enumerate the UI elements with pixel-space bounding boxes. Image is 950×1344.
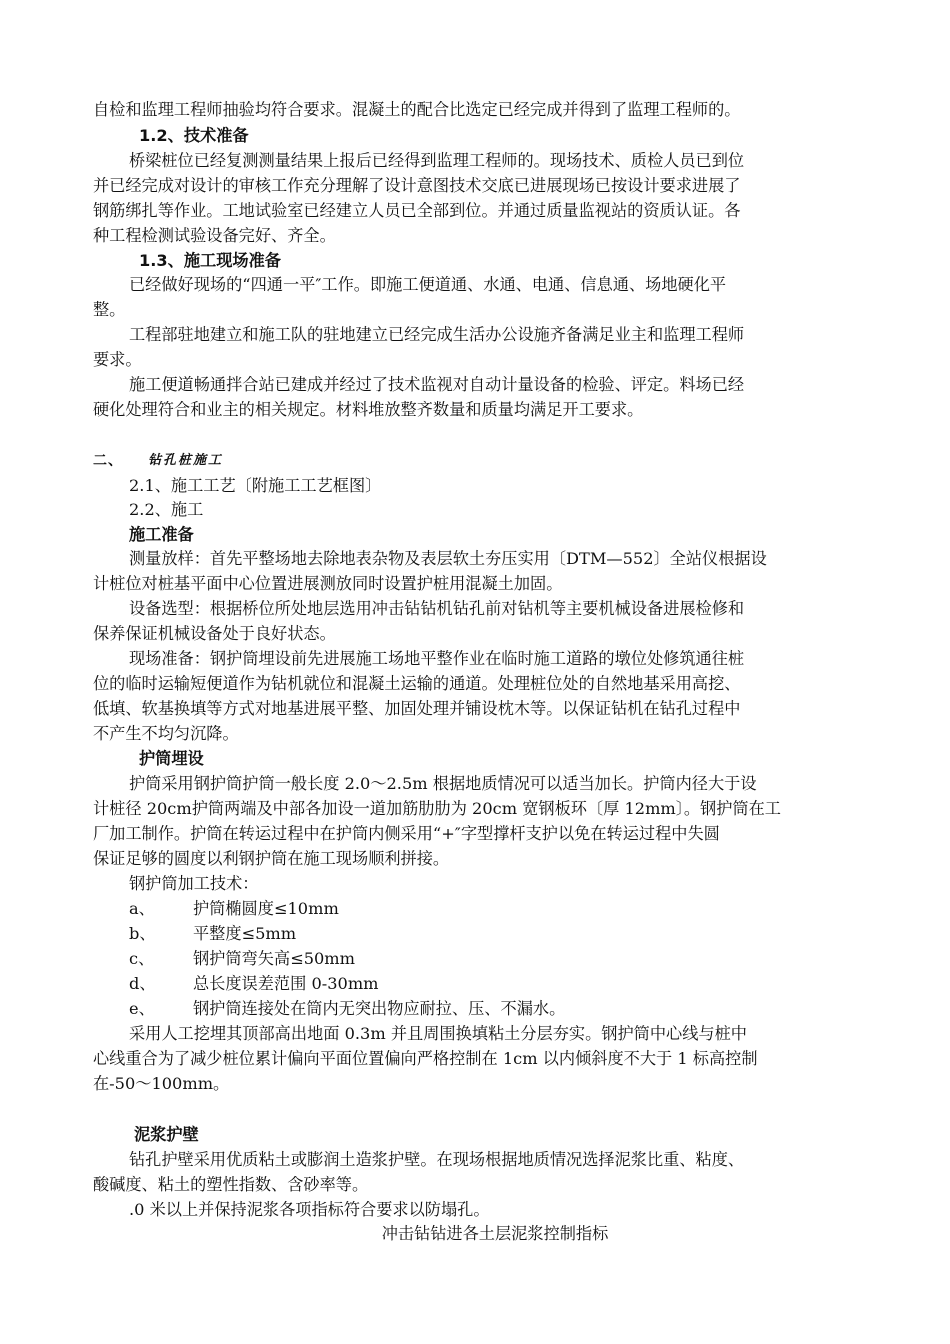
body-line: 并已经完成对设计的审核工作充分理解了设计意图技术交底已进展现场已按设计要求进展了 [93,176,741,195]
chapter-number: 二、 [93,453,123,469]
list-item: 钢护筒弯矢高≤50mm [193,949,355,968]
body-line: 心线重合为了减少桩位累计偏向平面位置偏向严格控制在 1cm 以内倾斜度不大于 1 标高控制 [93,1049,758,1068]
body-line: 保养保证机械设备处于良好状态。 [93,624,336,643]
subheading: 护筒埋设 [139,749,204,768]
body-line: 厂加工制作。护筒在转运过程中在护筒内侧采用“+″字型撑杆支护以免在转运过程中失圆 [93,824,720,843]
body-line: 现场准备：钢护筒埋设前先进展施工场地平整作业在临时施工道路的墩位处修筑通往桩 [129,649,745,668]
body-line: 测量放样：首先平整场地去除地表杂物及表层软土夯压实用〔DTM—552〕全站仪根据设 [129,549,767,568]
body-line: 采用人工挖埋其顶部高出地面 0.3m 并且周围换填粘土分层夯实。钢护筒中心线与桩中 [129,1024,747,1043]
table-caption: 冲击钻钻进各土层泥浆控制指标 [381,1224,609,1243]
chapter-title: 钻孔桩施工 [148,453,224,468]
body-line: 桥梁桩位已经复测测量结果上报后已经得到监理工程师的。现场技术、质检人员已到位 [129,151,745,170]
body-line: 整。 [93,300,126,319]
body-line: 设备选型：根据桥位所处地层选用冲击钻钻机钻孔前对钻机等主要机械设备进展检修和 [129,599,745,618]
body-line: 钻孔护壁采用优质粘土或膨润土造浆护壁。在现场根据地质情况选择泥浆比重、粘度、 [129,1150,745,1169]
body-line: 计桩位对桩基平面中心位置进展测放同时设置护桩用混凝土加固。 [93,574,563,593]
body-line: 保证足够的圆度以利钢护筒在施工现场顺利拼接。 [93,849,450,868]
body-line: 已经做好现场的“四通一平″工作。即施工便道通、水通、电通、信息通、场地硬化平 [129,275,727,294]
body-line: 在-50～100mm。 [93,1074,230,1093]
body-line: 自检和监理工程师抽验均符合要求。混凝土的配合比选定已经完成并得到了监理工程师的。 [93,100,741,119]
body-line: 不产生不均匀沉降。 [93,724,239,743]
body-line: 酸碱度、粘土的塑性指数、含砂率等。 [93,1175,369,1194]
body-line: 位的临时运输短便道作为钻机就位和混凝土运输的通道。处理桩位处的自然地基采用高挖、 [93,674,741,693]
body-line: 计桩径 20cm护筒两端及中部各加设一道加筋肋肋为 20cm 宽钢板环〔厚 12mm〕。钢护筒在工 [93,799,781,818]
body-line: 钢护筒加工技术： [129,874,259,893]
list-item: 总长度误差范围 0-30mm [193,974,379,993]
body-line: 低填、软基换填等方式对地基进展平整、加固处理并铺设枕木等。以保证钻机在钻孔过程中 [93,699,741,718]
subheading: 施工准备 [129,525,194,544]
body-line: 要求。 [93,350,142,369]
list-marker: a、 [129,899,155,918]
list-item: 钢护筒连接处在筒内无突出物应耐拉、压、不漏水。 [193,999,566,1018]
body-line: 工程部驻地建立和施工队的驻地建立已经完成生活办公设施齐备满足业主和监理工程师 [129,325,745,344]
subsection-line: 2.1、施工工艺〔附施工工艺框图〕 [129,476,382,495]
list-marker: d、 [129,974,156,993]
subsection-line: 2.2、施工 [129,500,204,519]
body-line: 硬化处理符合和业主的相关规定。材料堆放整齐数量和质量均满足开工要求。 [93,400,644,419]
list-marker: e、 [129,999,155,1018]
body-line: .0 米以上并保持泥浆各项指标符合要求以防塌孔。 [129,1200,490,1219]
list-item: 护筒椭圆度≤10mm [193,899,339,918]
section-heading: 1.3、施工现场准备 [139,251,281,270]
body-line: 种工程检测试验设备完好、齐全。 [93,226,336,245]
subheading: 泥浆护壁 [134,1125,199,1144]
list-marker: b、 [129,924,156,943]
section-heading: 1.2、技术准备 [139,126,249,145]
body-line: 施工便道畅通拌合站已建成并经过了技术监视对自动计量设备的检验、评定。料场已经 [129,375,745,394]
body-line: 护筒采用钢护筒护筒一般长度 2.0～2.5m 根据地质情况可以适当加长。护筒内径大于设 [129,774,757,793]
body-line: 钢筋绑扎等作业。工地试验室已经建立人员已全部到位。并通过质量监视站的资质认证。各 [93,201,741,220]
list-item: 平整度≤5mm [193,924,297,943]
list-marker: c、 [129,949,155,968]
